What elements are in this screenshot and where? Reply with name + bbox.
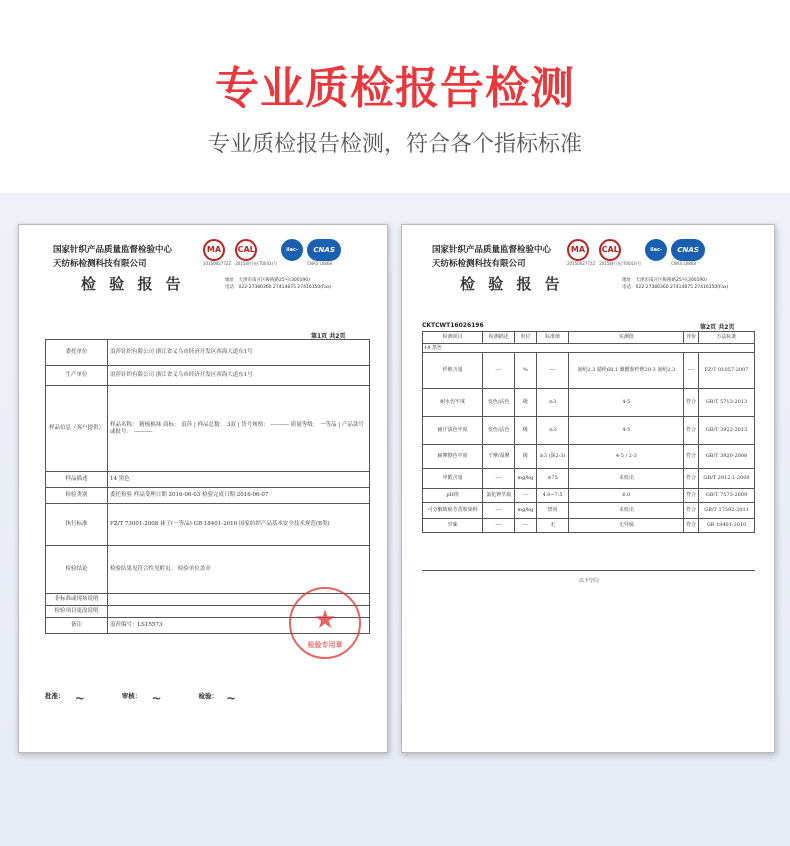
table-cell: 符合 (684, 417, 699, 445)
ilac-logo-icon: ilac-MRA (281, 239, 303, 261)
table-cell: 4.0~7.5 (536, 489, 569, 503)
results-table (422, 331, 755, 533)
row-label: 检验结论 (46, 546, 108, 594)
table-cell: % (515, 353, 536, 389)
cma-logo-icon: MA (203, 239, 225, 261)
seal-text: 检验专用章 (307, 641, 343, 649)
cal-logo-icon: CAL (235, 239, 257, 261)
table-cell: ≤75 (536, 469, 569, 489)
approve-signature: ~ (74, 691, 85, 705)
cnas-logo-icon: CNAS (671, 239, 705, 261)
table-cell: GB 18401-2010 (699, 519, 755, 533)
page-subtitle: 专业质检报告检测，符合各个指标标准 (207, 132, 582, 157)
column-header: 方法标准 (699, 332, 755, 344)
table-cell: 符合 (684, 469, 699, 489)
table-row (423, 503, 755, 519)
table-cell: pH值 (423, 489, 483, 503)
org-names (53, 243, 172, 271)
sample-row: 14 黑色 (423, 344, 755, 353)
column-header: 单位 (515, 332, 536, 344)
row-label: 生产单位 (46, 366, 108, 386)
row-value: 浪莎针织有限公司 浙江省义乌市经济开发区西海大道东1号 (108, 340, 370, 366)
review-label: 审核： (121, 692, 142, 700)
table-cell: 符合 (684, 519, 699, 533)
table-cell: ---- (536, 353, 569, 389)
table-cell: FZ/T 01057-2007 (699, 353, 755, 389)
table-cell: GB/T 3922-2013 (699, 417, 755, 445)
org-line2: 天纺标检测科技有限公司 (432, 259, 526, 269)
test-signature: ~ (226, 691, 237, 705)
report-word: 检 验 报 告 (81, 275, 185, 293)
row-value: 检验结果见符合性见附页。 检验单位盖章 (108, 546, 370, 594)
table-row (423, 417, 755, 445)
seal-star-icon: ★ (313, 605, 337, 635)
table-cell: 级 (515, 417, 536, 445)
table-end-line (422, 570, 755, 571)
table-cell: ≥3 (536, 417, 569, 445)
row-label: 执行标准 (46, 504, 108, 546)
cert-logos (203, 239, 341, 271)
row-value: FZ/T 73001-2008 袜子(一等品) GB 18401-2010 国家纺织产品基本安全技术规范(B类) (108, 504, 370, 546)
row-value: 样品名称： 精梳棉袜 商标： 浪莎 | 样品总数： 3双 | 货号规格： ---------- 质量等级： 一等品 | 产品款号或批号： ---------- (108, 386, 370, 472)
table-cell: ---- (515, 489, 536, 503)
table-cell: 变色/沾色 (483, 389, 515, 417)
table-cell: 氨纶2.3 腈纶68.1 聚酰胺纤维29.3 氨纶2.3 (569, 353, 684, 389)
table-cell: 耐汗渍色牢度 (423, 417, 483, 445)
test-label: 检验： (198, 692, 219, 700)
cma-logo-icon: MA (567, 239, 589, 261)
table-cell: 甲醛含量 (423, 469, 483, 489)
org-names (432, 243, 551, 271)
row-value: 委托检验 样品受理日期 2016-06-03 检验完成日期 2016-06-07 (108, 488, 370, 504)
table-cell: 无异味 (569, 519, 684, 533)
table-cell: ---- (483, 519, 515, 533)
table-row (46, 472, 370, 488)
org-line2: 天纺标检测科技有限公司 (53, 259, 147, 269)
table-cell: 4-5 / 2-3 (569, 445, 684, 469)
report-page-1 (18, 224, 388, 753)
row-label: 检验类别 (46, 488, 108, 504)
table-cell: 未检出 (569, 503, 684, 519)
report-header (53, 237, 353, 295)
signature-row (45, 691, 237, 705)
page-number: 第1页 共2页 (311, 333, 346, 340)
row-value: 浪莎针织有限公司 浙江省义乌市经济开发区西海大道东1号 (108, 366, 370, 386)
row-label: 非标准或现场说明 (46, 594, 108, 606)
table-cell: GB/T 2912.1-2009 (699, 469, 755, 489)
table-cell: 异味 (423, 519, 483, 533)
address-line: 地址：天津市南开区鞍桥路25号(300190) (622, 278, 707, 283)
page-title: 专业质检报告检测 (215, 63, 575, 114)
address (225, 277, 331, 291)
row-value: 14 黑色 (108, 472, 370, 488)
table-cell: 符合 (684, 445, 699, 469)
table-cell: 符合 (684, 503, 699, 519)
phone-line: 电话：022-27380360 27414875 27416150(Fax) (622, 285, 729, 290)
address (622, 277, 728, 291)
cnas-caption: CNAS L0868 (671, 261, 696, 266)
table-row (423, 389, 755, 417)
table-cell: 耐摩擦色牢度 (423, 445, 483, 469)
table-cell: 6.0 (569, 489, 684, 503)
table-row (46, 386, 370, 472)
table-cell: 纤维含量 (423, 353, 483, 389)
row-label: 委托单位 (46, 340, 108, 366)
inspection-seal (289, 587, 361, 659)
page-number: 第2页 共2页 (700, 324, 735, 331)
table-cell: 级 (515, 389, 536, 417)
cal-caption: 2015顺行检(T0043)号 (599, 261, 642, 266)
column-header: 检测项目 (423, 332, 483, 344)
approve-label: 批准： (45, 692, 65, 700)
row-label: 备注 (46, 618, 108, 634)
column-header: 检测描述 (483, 332, 515, 344)
table-cell: ---- (483, 353, 515, 389)
table-cell: GB/T 17592-2011 (699, 503, 755, 519)
report-word: 检 验 报 告 (460, 275, 564, 293)
table-cell: 禁用 (536, 503, 569, 519)
row-label: 样品描述 (46, 472, 108, 488)
column-header: 实测值 (569, 332, 684, 344)
cma-caption: 2015002772Z (567, 261, 596, 266)
table-cell: 符合 (684, 389, 699, 417)
phone-line: 电话：022-27380360 27414875 27416150(Fax) (225, 285, 332, 290)
table-cell: 4-5 (569, 417, 684, 445)
table-cell: ---- (483, 503, 515, 519)
cal-caption: 2015顺行检(T0043)号 (235, 261, 278, 266)
table-cell: ≥3 (536, 389, 569, 417)
cal-logo-icon: CAL (599, 239, 621, 261)
table-row (46, 340, 370, 366)
org-line1: 国家针织产品质量监督检验中心 (53, 245, 173, 255)
table-cell: 可分解致癌芳香胺染料 (423, 503, 483, 519)
report-header (432, 237, 752, 295)
table-row (46, 488, 370, 504)
table-row (423, 353, 755, 389)
column-header: 标准值 (536, 332, 569, 344)
cert-logos (567, 239, 705, 271)
table-row (423, 519, 755, 533)
ilac-logo-icon: ilac-MRA (645, 239, 667, 261)
table-cell: 级 (515, 445, 536, 469)
table-cell: ---- (515, 519, 536, 533)
table-cell: GB/T 3920-2008 (699, 445, 755, 469)
table-cell: 干摩/湿摩 (483, 445, 515, 469)
table-row (46, 366, 370, 386)
header-row (423, 332, 755, 344)
cma-caption: 2015002772Z (203, 261, 232, 266)
table-cell: 符合 (684, 489, 699, 503)
table-row (423, 489, 755, 503)
column-header: 评价 (684, 332, 699, 344)
table-cell: 耐水色牢度 (423, 389, 483, 417)
review-signature: ~ (151, 691, 162, 705)
below-blank-note: 以下空白 (578, 578, 599, 584)
table-cell: 未检出 (569, 469, 684, 489)
table-cell: 氯化钾萃取 (483, 489, 515, 503)
table-cell: 4-5 (569, 389, 684, 417)
table-cell: ---- (684, 353, 699, 389)
table-cell: ---- (483, 469, 515, 489)
table-cell: mg/kg (515, 469, 536, 489)
cnas-logo-icon: CNAS (307, 239, 341, 261)
table-cell: GB/T 5713-2013 (699, 389, 755, 417)
row-value: 浪莎编号：LS15573 (108, 618, 370, 634)
report-page-2 (401, 224, 775, 753)
row-label: 检验项目更改说明 (46, 606, 108, 618)
table-row (423, 469, 755, 489)
org-line1: 国家针织产品质量监督检验中心 (432, 245, 552, 255)
table-row (423, 445, 755, 469)
address-line: 地址：天津市南开区鞍桥路25号(300190) (225, 278, 310, 283)
table-cell: 变色/沾色 (483, 417, 515, 445)
table-cell: mg/kg (515, 503, 536, 519)
table-cell: ≥3 (深2-3) (536, 445, 569, 469)
cnas-caption: CNAS L0868 (307, 261, 332, 266)
report-code: CKTCWT16026196 (422, 322, 484, 329)
table-cell: GB/T 7573-2009 (699, 489, 755, 503)
row-label: 样品信息（客户提供） (46, 386, 108, 472)
table-cell: 无 (536, 519, 569, 533)
table-row (46, 504, 370, 546)
